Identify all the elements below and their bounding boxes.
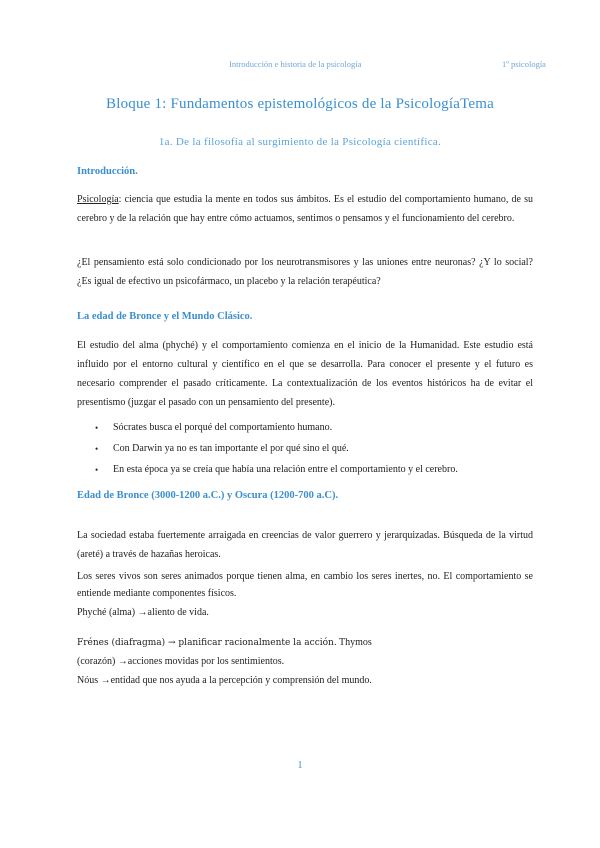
page-number: 1 (297, 760, 303, 771)
bullet-icon: • (95, 465, 99, 475)
intro-definition-paragraph (77, 190, 533, 228)
section-heading-intro: Introducción. (77, 166, 138, 177)
section-heading-dark-age: Edad de Bronce (3000-1200 a.C.) y Oscura (1200-700 a.C). (77, 490, 339, 501)
term-psicologia: Psicología (77, 194, 119, 205)
dark-age-psyche-line: Phyché (alma) →aliento de vida. (77, 607, 209, 618)
dark-age-frenes-line: Frénes (diafragma) → planificar racionalmente la acción. Thymos (77, 637, 372, 648)
dark-age-thymos-line: (corazón) →acciones movidas por los sentimientos. (77, 656, 285, 667)
page-title: Bloque 1: Fundamentos epistemológicos de la PsicologíaTema (106, 96, 494, 112)
dark-age-nous-line: Nóus →entidad que nos ayuda a la percepción y comprensión del mundo. (77, 675, 372, 686)
intro-question-paragraph: ¿El pensamiento está solo condicionado por los neurotransmisores y las uniones entre neuronas? ¿Y lo social? ¿Es igual de efectivo un psicofármaco, un placebo y la relación terapéutica? (77, 257, 533, 287)
header-course-year: 1º psicología (502, 59, 546, 69)
document-page: Introducción e historia de la psicología 1º psicología Bloque 1: Fundamentos epistemológicos de la PsicologíaTema 1a. De la filosofía al surgimiento de la Psicología científica. Introducción. Psicología: ciencia que estudia la mente en todos sus ámbitos. Es el estudio del comportamiento humano, de su cerebro y de la relación que hay entre cómo actuamos, sentimos o pensamos y el funcionamiento del cerebro. ¿El pensamiento está solo condicionado por los neurotransmisores y las uniones entre neuronas? ¿Y lo social? ¿Es igual de efectivo un psicofármaco, un placebo y la relación terapéutica? La edad de Bronce y el Mundo Clásico. El estudio del alma (phyché) y el comportamiento comienza en el inicio de la Humanidad. Este estudio está influido por el entorno cultural y científico en el que se desarrolla. Para conocer el presente y el futuro es necesario comprender el pasado críticamente. La contextualización de los eventos históricos ha de evitar el presentismo (juzgar el pasado con un pensamiento del presente). • Sócrates busca el porqué del comportamiento humano. • Con Darwin ya no es tan importante el por qué sino el qué. • En esta época ya se creía que había una relación entre el comportamiento y el cerebro. Edad de Bronce (3000-1200 a.C.) y Oscura (1200-700 a.C). La sociedad estaba fuertemente arraigada en creencias de valor guerrero y jerarquizadas. Búsqueda de la virtud (areté) a través de hazañas heroicas. Los seres vivos son seres animados porque tienen alma, en cambio los seres inertes, no. El comportamiento se entiende mediante componentes físicos. Phyché (alma) →aliento de vida. Frénes (diafragma) → planificar racionalmente la acción. Thymos (corazón) →acciones movidas por los sentimientos. Nóus →entidad que nos ayuda a la percepción y comprensión del mundo. 1 (0, 0, 600, 848)
dark-age-paragraph-beings: Los seres vivos son seres animados porque tienen alma, en cambio los seres inertes, no. El comportamiento se entiende mediante componentes físicos. (77, 571, 533, 599)
bullet-icon: • (95, 423, 99, 433)
section-heading-bronze: La edad de Bronce y el Mundo Clásico. (77, 311, 253, 322)
header-course-title: Introducción e historia de la psicología (229, 59, 362, 69)
bullet-icon: • (95, 444, 99, 454)
bronze-paragraph: El estudio del alma (phyché) y el comportamiento comienza en el inicio de la Humanidad. Este estudio está influido por el entorno cultural y científico en el que se desarrolla. Para conocer el presente y el futuro es necesario comprender el pasado críticamente. La contextualización de los eventos históricos ha de evitar el presentismo (juzgar el pasado con un pensamiento del presente). (77, 340, 533, 408)
page-subtitle: 1a. De la filosofía al surgimiento de la Psicología científica. (158, 136, 442, 148)
definition-text: : ciencia que estudia la mente en todos sus ámbitos. Es el estudio del comportamiento humano, de su cerebro y de la relación que hay entre cómo actuamos, sentimos o pensamos y el funcionamiento del cerebro. (77, 194, 533, 224)
dark-age-paragraph-society: La sociedad estaba fuertemente arraigada en creencias de valor guerrero y jerarquizadas. Búsqueda de la virtud (areté) a través de hazañas heroicas. (77, 530, 533, 560)
